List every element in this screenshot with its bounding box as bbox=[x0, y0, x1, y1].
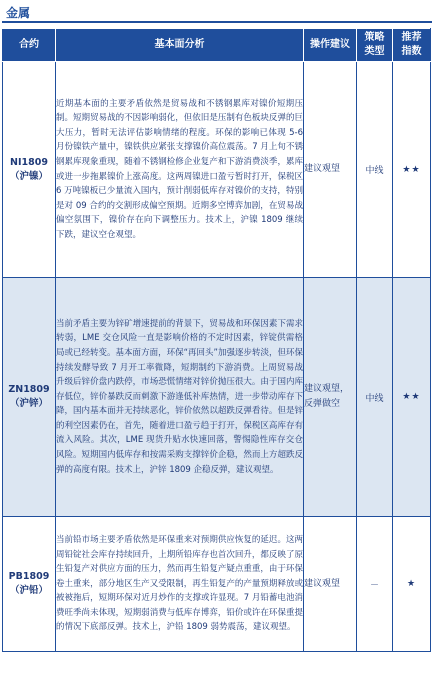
strategy-cell: 中线 bbox=[357, 278, 393, 517]
advice-cell bbox=[304, 62, 357, 278]
table-row bbox=[3, 62, 431, 278]
strategy-cell: － bbox=[357, 517, 393, 652]
header-contract: 合约 bbox=[3, 29, 56, 62]
advice-line1: 建议观望 bbox=[304, 578, 341, 589]
header-strategy bbox=[357, 29, 393, 62]
rating-stars: ★★ bbox=[393, 62, 431, 278]
header-advice: 操作建议 bbox=[304, 29, 357, 62]
advice-cell bbox=[304, 517, 357, 652]
advice-line2: 反弹做空 bbox=[304, 399, 341, 409]
contract-cell bbox=[3, 62, 56, 278]
header-rating-line2: 指数 bbox=[401, 46, 422, 57]
section-title: 金属 bbox=[6, 6, 31, 20]
table-row bbox=[3, 517, 431, 652]
header-strategy-line1: 策略 bbox=[364, 32, 385, 43]
analysis-cell: 近期基本面的主要矛盾依然是贸易战和不锈钢累库对镍价短期压制。短期贸易战的不因影响弱化，但依旧是压制有色板块反弹的巨大压力，暂时无法评估影响情绪的程度。环保的影响已体现 5-6 月份镍铁产量中，镍铁供应紧张支撑镍价高位震荡。7 月上旬不锈钢累库现象重现，随着不锈钢检修企业复产和下游消费淡季，累库或进一步拖累镍价上涨高度。这两周镍进口盈亏暂时打开，保税区 6 万吨镍板已少量流入国内，预计削弱低库存对镍价的支持，特别是对 09 合约的交割形成偏空预期。近期多空博弈加剧，在贸易战偏空氛围下，镍价存在向下调整压力。技术上，沪镍 1809 继续下跌，建议空仓观望。 bbox=[56, 62, 304, 278]
table-row bbox=[3, 278, 431, 517]
contract-name: （沪镍） bbox=[9, 170, 48, 182]
rating-stars: ★★ bbox=[393, 278, 431, 517]
header-analysis: 基本面分析 bbox=[56, 29, 304, 62]
contract-code: NI1809 bbox=[10, 156, 48, 168]
analysis-cell: 当前矛盾主要为锌矿增速提前的背景下，贸易战和环保因素下需求转弱，LME 交仓风险一直是影响价格的不定时因素，锌锭供需格局或已经转变。基本面方面，环保“再回头”加强逐步转淡，但环保持续发酵导致 7 月开工率微降，短期制约下游消费。上周贸易战升级后锌价盘内跌停，市场恐慌情绪对锌价抛压很大。由于国内库存低位，锌价暴跌反而刺激下游逢低补库热情，进一步带动库存下降，国内基本面并无持续恶化，锌价依然以超跌反弹看待。但是锌的利空因素仍在，首先，随着进口盈亏趋于打开，保税区高库存有流入风险。其次，LME 现货升贴水快速回落，警惕隐性库存交仓风险。短期国内低库存和按需采购支撑锌价企稳，然而上方超跌反弹的高度有限。技术上，沪锌 1809 企稳反弹，建议观望。 bbox=[56, 278, 304, 517]
contract-cell bbox=[3, 278, 56, 517]
table-header-row bbox=[3, 29, 431, 62]
rating-stars: ★ bbox=[393, 517, 431, 652]
analysis-cell: 当前铅市场主要矛盾依然是环保重来对预期供应恢复的延迟。这两周铅锭社会库存持续回升，上期所铅库存也首次回升，都反映了原生铅复产对供应方面的压力，然而再生铅复产疑点重重，由于环保卷土重来，部分地区生产又受限制，再生铅复产的产量预期释放或被被拖后，短期环保对近月炒作的支撑或许显现。7 月铅蓄电池消费旺季尚未体现，短期弱消费与低库存博弈，铅价或许在环保重提的情况下底部反弹。技术上，沪铅 1809 弱势震荡，建议观望。 bbox=[56, 517, 304, 652]
contract-name: （沪铅） bbox=[9, 585, 48, 596]
header-rating bbox=[393, 29, 431, 62]
header-strategy-line2: 类型 bbox=[364, 46, 385, 57]
advice-line1: 建议观望， bbox=[304, 384, 350, 394]
header-rating-line1: 推荐 bbox=[401, 32, 422, 43]
strategy-cell: 中线 bbox=[357, 62, 393, 278]
contract-cell bbox=[3, 517, 56, 652]
advice-cell bbox=[304, 278, 357, 517]
title-divider bbox=[2, 21, 432, 23]
contract-code: PB1809 bbox=[8, 571, 50, 582]
metals-table bbox=[2, 28, 431, 652]
contract-code: ZN1809 bbox=[8, 384, 50, 395]
contract-name: （沪锌） bbox=[9, 398, 48, 409]
advice-line1: 建议观望 bbox=[304, 164, 341, 174]
